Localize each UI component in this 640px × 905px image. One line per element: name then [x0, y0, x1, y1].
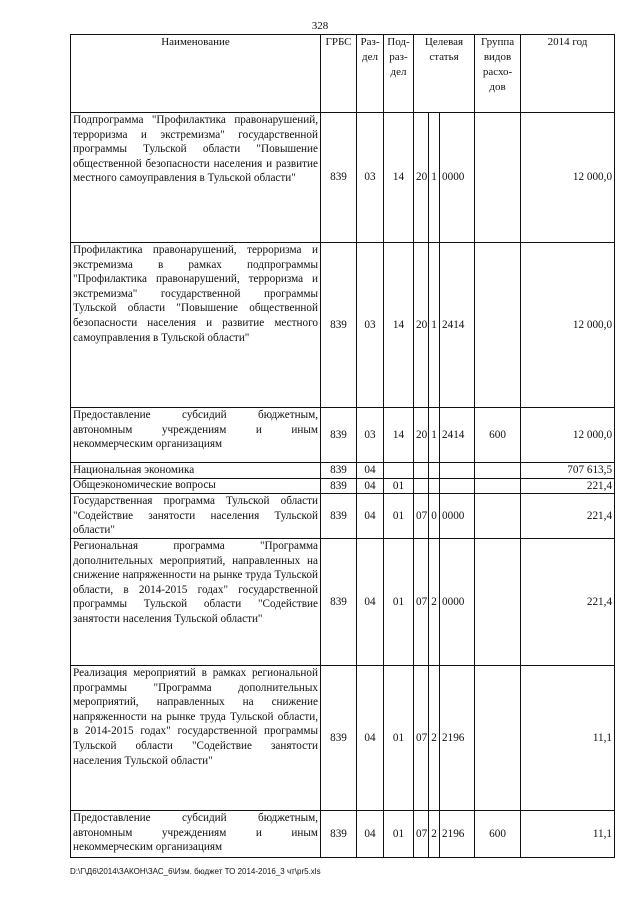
row-target-subprogram: 1 — [429, 243, 440, 408]
row-target-program: 07 — [414, 665, 429, 810]
row-expense-group — [475, 113, 521, 243]
row-podrazdel: 01 — [384, 478, 414, 494]
row-grbs: 839 — [321, 538, 357, 665]
table-row — [71, 478, 615, 494]
row-razdel: 04 — [357, 494, 384, 539]
budget-table — [70, 34, 615, 858]
row-target-number — [440, 478, 475, 494]
row-target-number: 2196 — [440, 810, 475, 857]
row-podrazdel: 01 — [384, 810, 414, 857]
row-amount-2014: 221,4 — [521, 478, 615, 494]
row-podrazdel: 14 — [384, 113, 414, 243]
row-grbs: 839 — [321, 494, 357, 539]
row-razdel: 04 — [357, 538, 384, 665]
row-grbs: 839 — [321, 665, 357, 810]
page-number: 328 — [311, 20, 329, 32]
header-grbs: ГРБС — [321, 35, 357, 113]
row-name: Подпрограмма "Профилактика правонарушений, терроризма и экстремизма" государственной программы Тульской области "Повышение общественной безопасности населения и развитие местного самоуправления в Тульской области" — [71, 113, 321, 243]
row-name: Предоставление субсидий бюджетным, автономным учреждениям и иным некоммерческим организациям — [71, 408, 321, 463]
row-razdel: 03 — [357, 113, 384, 243]
row-razdel: 03 — [357, 243, 384, 408]
header-name: Наименование — [71, 35, 321, 113]
row-amount-2014: 12 000,0 — [521, 408, 615, 463]
row-target-number: 2196 — [440, 665, 475, 810]
row-expense-group — [475, 665, 521, 810]
row-target-subprogram: 2 — [429, 810, 440, 857]
row-target-subprogram: 2 — [429, 665, 440, 810]
row-target-program: 20 — [414, 408, 429, 463]
row-grbs: 839 — [321, 463, 357, 479]
file-path-footer: D:\Г\Д6\2014\ЗАКОН\ЗАС_6\Изм. бюджет ТО 2014-2016_3 чт\pr5.xls — [70, 867, 321, 876]
table-header — [71, 35, 615, 113]
row-target-program: 07 — [414, 538, 429, 665]
row-expense-group: 600 — [475, 810, 521, 857]
row-target-program: 20 — [414, 243, 429, 408]
row-grbs: 839 — [321, 408, 357, 463]
row-target-program — [414, 463, 429, 479]
header-podrazdel: Под- раз- дел — [384, 35, 414, 113]
table-row — [71, 665, 615, 810]
row-name: Предоставление субсидий бюджетным, автономным учреждениям и иным некоммерческим организациям — [71, 810, 321, 857]
row-target-subprogram: 1 — [429, 408, 440, 463]
row-razdel: 04 — [357, 810, 384, 857]
row-amount-2014: 12 000,0 — [521, 243, 615, 408]
row-target-number — [440, 463, 475, 479]
header-razdel: Раз- дел — [357, 35, 384, 113]
row-amount-2014: 11,1 — [521, 665, 615, 810]
row-target-subprogram: 1 — [429, 113, 440, 243]
row-amount-2014: 12 000,0 — [521, 113, 615, 243]
row-target-number: 0000 — [440, 113, 475, 243]
row-name: Региональная программа "Программа дополнительных мероприятий, направленных на снижение напряженности на рынке труда Тульской области, в 2014-2015 годах" государственной программы Тульской области "Содействие занятости населения Тульской области" — [71, 538, 321, 665]
row-razdel: 03 — [357, 408, 384, 463]
row-amount-2014: 11,1 — [521, 810, 615, 857]
row-name: Профилактика правонарушений, терроризма и экстремизма в рамках подпрограммы "Профилактика правонарушений, терроризма и экстремизма" государственной программы Тульской области "Повышение общественной безопасности населения и развитие местного самоуправления в Тульской области" — [71, 243, 321, 408]
row-name: Реализация мероприятий в рамках региональной программы "Программа дополнительных мероприятий, направленных на снижение напряженности на рынке труда Тульской области, в 2014-2015 годах" государственной программы Тульской области "Содействие занятости населения Тульской области" — [71, 665, 321, 810]
row-amount-2014: 221,4 — [521, 538, 615, 665]
row-grbs: 839 — [321, 243, 357, 408]
row-expense-group — [475, 478, 521, 494]
header-year: 2014 год — [521, 35, 615, 113]
row-grbs: 839 — [321, 478, 357, 494]
row-expense-group: 600 — [475, 408, 521, 463]
table-row — [71, 113, 615, 243]
row-target-program: 07 — [414, 494, 429, 539]
row-name: Государственная программа Тульской области "Содействие занятости населения Тульской области" — [71, 494, 321, 539]
row-target-subprogram: 2 — [429, 538, 440, 665]
row-razdel: 04 — [357, 478, 384, 494]
row-target-number: 0000 — [440, 494, 475, 539]
row-target-subprogram: 0 — [429, 494, 440, 539]
row-target-subprogram — [429, 478, 440, 494]
header-group: Группа видов расхо- дов — [475, 35, 521, 113]
row-target-number: 2414 — [440, 408, 475, 463]
row-razdel: 04 — [357, 463, 384, 479]
row-target-subprogram — [429, 463, 440, 479]
row-podrazdel: 01 — [384, 538, 414, 665]
row-expense-group — [475, 538, 521, 665]
row-target-program: 07 — [414, 810, 429, 857]
row-podrazdel: 01 — [384, 494, 414, 539]
row-grbs: 839 — [321, 810, 357, 857]
table-row — [71, 538, 615, 665]
row-amount-2014: 221,4 — [521, 494, 615, 539]
row-podrazdel — [384, 463, 414, 479]
row-grbs: 839 — [321, 113, 357, 243]
row-expense-group — [475, 243, 521, 408]
table-row — [71, 408, 615, 463]
table-row — [71, 810, 615, 857]
table-row — [71, 494, 615, 539]
row-target-number: 2414 — [440, 243, 475, 408]
row-target-program — [414, 478, 429, 494]
row-name: Национальная экономика — [71, 463, 321, 479]
header-target: Целевая статья — [414, 35, 475, 113]
row-amount-2014: 707 613,5 — [521, 463, 615, 479]
row-expense-group — [475, 494, 521, 539]
table-row — [71, 463, 615, 479]
row-podrazdel: 01 — [384, 665, 414, 810]
row-target-program: 20 — [414, 113, 429, 243]
row-podrazdel: 14 — [384, 408, 414, 463]
row-razdel: 04 — [357, 665, 384, 810]
row-name: Общеэкономические вопросы — [71, 478, 321, 494]
table-row — [71, 243, 615, 408]
row-expense-group — [475, 463, 521, 479]
row-podrazdel: 14 — [384, 243, 414, 408]
row-target-number: 0000 — [440, 538, 475, 665]
